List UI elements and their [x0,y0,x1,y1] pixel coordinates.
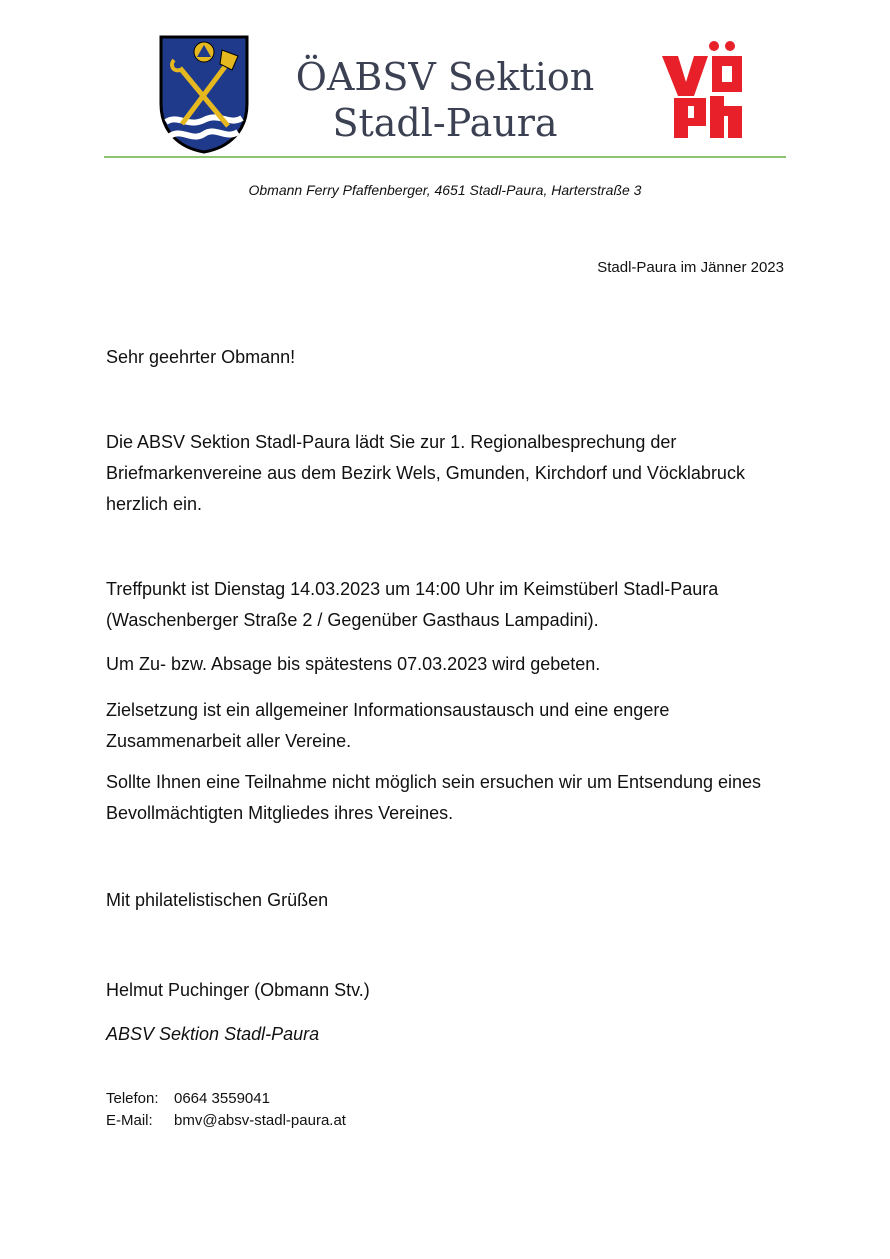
voeph-logo [660,40,746,140]
paragraph-meeting-point: Treffpunkt ist Dienstag 14.03.2023 um 14:00 Uhr im Keimstüberl Stadl-Paura (Waschenberger Straße 2 / Gegenüber Gasthaus Lampadini). [106,579,719,630]
contact-email [106,1110,346,1132]
letter-date: Stadl-Paura im Jänner 2023 [597,259,784,276]
paragraph-rsvp: Um Zu- bzw. Absage bis spätestens 07.03.2023 wird gebeten. [106,654,601,674]
coat-of-arms-icon [158,34,250,154]
title-line-1: ÖABSV Sektion [295,55,595,99]
phone-number[interactable]: 0664 3559041 [174,1090,270,1107]
paragraph-representative: Sollte Ihnen eine Teilnahme nicht möglich sein ersuchen wir um Entsendung eines Bevollmächtigten Mitgliedes ihres Vereines. [106,772,762,823]
sender-address: Obmann Ferry Pfaffenberger, 4651 Stadl-Paura, Harterstraße 3 [248,182,642,198]
page-title [260,54,630,146]
header-divider [104,156,786,158]
email-address[interactable]: bmv@absv-stadl-paura.at [174,1112,346,1129]
email-label: E-Mail: [106,1112,153,1129]
paragraph-objective: Zielsetzung ist ein allgemeiner Informationsaustausch und eine engere Zusammenarbeit aller Vereine. [106,700,670,751]
phone-label: Telefon: [106,1090,159,1107]
contact-phone [106,1088,270,1110]
title-line-2: Stadl-Paura [332,101,558,145]
signer-name: Helmut Puchinger (Obmann Stv.) [106,980,370,1000]
greeting: Sehr geehrter Obmann! [106,347,296,367]
paragraph-invitation: Die ABSV Sektion Stadl-Paura lädt Sie zur 1. Regionalbesprechung der Briefmarkenvereine aus dem Bezirk Wels, Gmunden, Kirchdorf und Vöcklabruck herzlich ein. [106,432,745,514]
organization-name: ABSV Sektion Stadl-Paura [106,1024,320,1044]
closing: Mit philatelistischen Grüßen [106,890,329,910]
